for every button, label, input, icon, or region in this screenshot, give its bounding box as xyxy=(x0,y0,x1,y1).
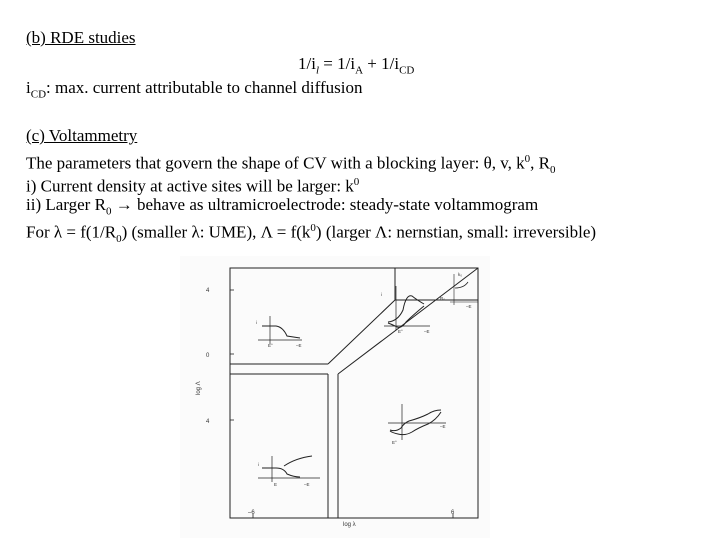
inset-mid-e-label: –E xyxy=(440,424,446,429)
line4-p3: ) (larger Λ: nernstian, small: irreversible) xyxy=(315,222,597,242)
inset-rt-e-label: –E xyxy=(466,304,472,309)
line2-sup: 0 xyxy=(353,176,360,188)
line1-sup: 0 xyxy=(524,153,531,165)
inset-tl-e-label: –E xyxy=(296,343,302,348)
y-tick-mid: 0 xyxy=(206,353,210,359)
eq-a-sub: A xyxy=(355,64,364,77)
inset-mid-e0-label: E° xyxy=(392,440,397,445)
section-b-heading-text: (b) RDE studies xyxy=(26,28,136,47)
icd-sub: CD xyxy=(30,88,47,101)
line1-sub: 0 xyxy=(549,164,556,177)
icd-symbol: i xyxy=(26,78,31,97)
eq-mid: = 1/i xyxy=(319,54,356,73)
inset-tl-e0-label: E° xyxy=(268,343,273,348)
section-c-heading-text: (c) Voltammetry xyxy=(26,126,138,145)
line3-post: → behave as ultramicroelectrode: steady-state voltammogram xyxy=(111,195,539,214)
inset-tl-i-label: i xyxy=(256,320,257,325)
x-tick-right: 6 xyxy=(451,510,455,516)
line2-text: i) Current density at active sites will be larger: k xyxy=(26,176,354,196)
eq-lhs: 1/i xyxy=(298,54,316,73)
y-tick-bottom: 4 xyxy=(206,419,210,425)
line1-text: The parameters that govern the shape of CV with a blocking layer: θ, v, k xyxy=(26,153,525,173)
inset-tr-e-label: –E xyxy=(424,329,430,334)
x-axis-label: log λ xyxy=(343,522,356,528)
y-tick-top: 4 xyxy=(206,288,210,294)
line3-pre: ii) Larger R xyxy=(26,195,106,214)
line4-p2: ) (smaller λ: UME), Λ = f(k xyxy=(121,222,311,242)
inset-bl-e-label: –E xyxy=(304,482,310,487)
line3-sub: 0 xyxy=(105,205,112,218)
line4-s1: 0 xyxy=(116,233,122,246)
line1-mid: , R xyxy=(530,153,550,173)
inset-bl-i-label: i xyxy=(258,462,259,467)
eq-lhs-sub: l xyxy=(315,64,320,77)
line4-p1: For λ = f(1/R xyxy=(26,222,117,242)
inset-tr-i-label: i xyxy=(381,292,382,297)
eq-cd-sub: CD xyxy=(399,64,415,77)
eq-plus: + 1/i xyxy=(363,54,400,73)
icd-text: : max. current attributable to channel diffusion xyxy=(46,78,363,97)
x-tick-left: –6 xyxy=(248,510,255,516)
inset-rt-k0-label: k₀ xyxy=(458,272,463,277)
line4-s2: 0 xyxy=(310,222,316,234)
inset-tr-e0-label: E° xyxy=(398,329,403,334)
inset-rt-r0-label: R₀ xyxy=(440,296,446,301)
inset-bl-e0-label: E xyxy=(274,482,278,487)
y-axis-label: log Λ xyxy=(196,381,202,395)
